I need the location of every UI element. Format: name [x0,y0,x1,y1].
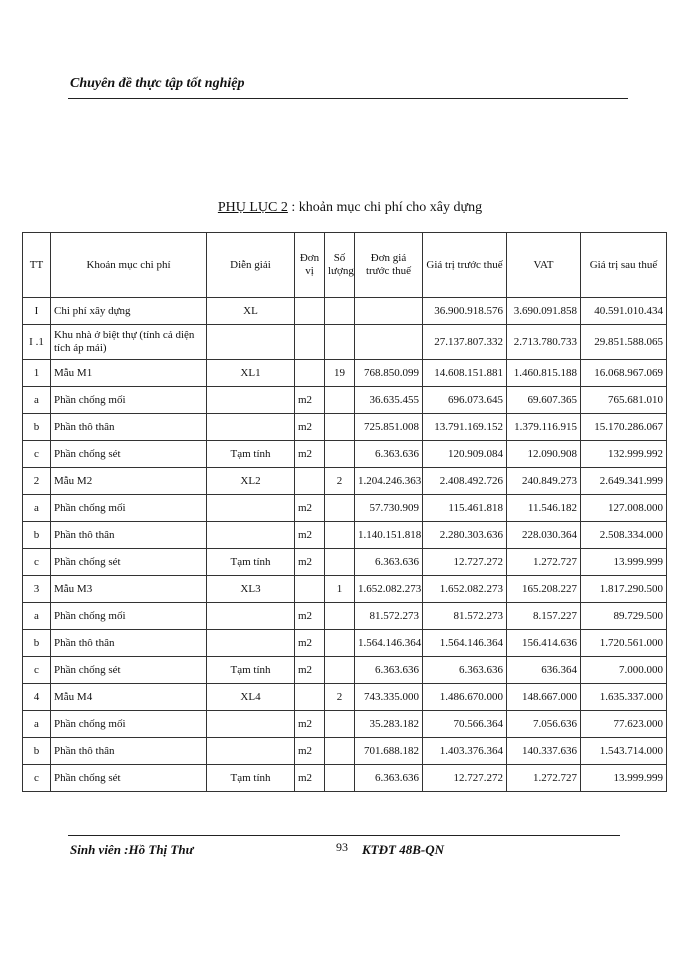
footer-class-code: KTĐT 48B-QN [362,842,444,857]
column-header: TT [23,233,51,298]
vat-cell: 148.667.000 [507,684,581,711]
vat-cell: 12.090.908 [507,441,581,468]
after-tax-value-cell: 29.851.588.065 [581,325,667,360]
unit-cell [295,325,325,360]
table-row [23,387,667,414]
table-row [23,325,667,360]
row-number-cell: c [23,441,51,468]
pre-tax-value-cell: 1.564.146.364 [423,630,507,657]
row-number-cell: 1 [23,360,51,387]
after-tax-value-cell: 765.681.010 [581,387,667,414]
column-header: Giá trị trước thuế [423,233,507,298]
table-row [23,765,667,792]
cost-item-cell: Chi phí xây dựng [51,298,207,325]
vat-cell: 1.460.815.188 [507,360,581,387]
cost-item-cell: Phần chống sét [51,441,207,468]
table-row [23,576,667,603]
after-tax-value-cell: 2.649.341.999 [581,468,667,495]
pre-tax-value-cell: 12.727.272 [423,765,507,792]
quantity-cell [325,738,355,765]
after-tax-value-cell: 16.068.967.069 [581,360,667,387]
unit-price-cell: 36.635.455 [355,387,423,414]
footer-divider [68,835,620,836]
vat-cell: 140.337.636 [507,738,581,765]
unit-cell: m2 [295,441,325,468]
column-header: VAT [507,233,581,298]
cost-item-cell: Phần chống mối [51,495,207,522]
quantity-cell: 19 [325,360,355,387]
unit-price-cell: 725.851.008 [355,414,423,441]
after-tax-value-cell: 1.720.561.000 [581,630,667,657]
after-tax-value-cell: 15.170.286.067 [581,414,667,441]
quantity-cell: 2 [325,468,355,495]
table-row [23,684,667,711]
vat-cell: 1.272.727 [507,765,581,792]
cost-item-cell: Phần chống mối [51,387,207,414]
cost-item-cell: Phần chống sét [51,765,207,792]
description-cell: Tạm tính [207,657,295,684]
cost-item-cell: Phần thô thân [51,630,207,657]
vat-cell: 1.379.116.915 [507,414,581,441]
unit-cell [295,360,325,387]
table-row [23,657,667,684]
column-header: Đơn vị [295,233,325,298]
cost-item-cell: Khu nhà ở biệt thự (tính cả diện tích áp mái) [51,325,207,360]
pre-tax-value-cell: 120.909.084 [423,441,507,468]
table-row [23,441,667,468]
description-cell [207,325,295,360]
quantity-cell [325,441,355,468]
cost-table [22,232,667,792]
unit-cell: m2 [295,495,325,522]
description-cell [207,630,295,657]
quantity-cell [325,414,355,441]
quantity-cell [325,387,355,414]
vat-cell: 2.713.780.733 [507,325,581,360]
unit-cell: m2 [295,414,325,441]
unit-price-cell: 743.335.000 [355,684,423,711]
unit-price-cell: 6.363.636 [355,657,423,684]
description-cell: XL1 [207,360,295,387]
vat-cell: 228.030.364 [507,522,581,549]
row-number-cell: c [23,549,51,576]
pre-tax-value-cell: 696.073.645 [423,387,507,414]
description-cell [207,495,295,522]
vat-cell: 69.607.365 [507,387,581,414]
quantity-cell: 1 [325,576,355,603]
unit-price-cell: 1.140.151.818 [355,522,423,549]
column-header: Đơn giá trước thuế [355,233,423,298]
description-cell: Tạm tính [207,765,295,792]
description-cell [207,711,295,738]
unit-price-cell: 6.363.636 [355,549,423,576]
vat-cell: 8.157.227 [507,603,581,630]
column-header: Giá trị sau thuế [581,233,667,298]
after-tax-value-cell: 132.999.992 [581,441,667,468]
vat-cell: 11.546.182 [507,495,581,522]
pre-tax-value-cell: 2.280.303.636 [423,522,507,549]
unit-price-cell [355,298,423,325]
row-number-cell: b [23,630,51,657]
after-tax-value-cell: 1.635.337.000 [581,684,667,711]
table-row [23,603,667,630]
quantity-cell [325,711,355,738]
column-header: Số lượng [325,233,355,298]
unit-cell [295,468,325,495]
unit-cell: m2 [295,387,325,414]
page-number: 93 [336,840,348,854]
row-number-cell: a [23,603,51,630]
quantity-cell: 2 [325,684,355,711]
unit-price-cell: 6.363.636 [355,765,423,792]
vat-cell: 156.414.636 [507,630,581,657]
unit-cell: m2 [295,522,325,549]
cost-item-cell: Phần chống mối [51,603,207,630]
column-header: Diễn giải [207,233,295,298]
table-row [23,360,667,387]
unit-cell: m2 [295,765,325,792]
table-row [23,298,667,325]
description-cell [207,522,295,549]
table-row [23,522,667,549]
pre-tax-value-cell: 2.408.492.726 [423,468,507,495]
unit-cell: m2 [295,657,325,684]
pre-tax-value-cell: 115.461.818 [423,495,507,522]
quantity-cell [325,325,355,360]
row-number-cell: 3 [23,576,51,603]
vat-cell: 1.272.727 [507,549,581,576]
row-number-cell: I .1 [23,325,51,360]
unit-cell [295,298,325,325]
row-number-cell: a [23,711,51,738]
pre-tax-value-cell: 70.566.364 [423,711,507,738]
unit-price-cell: 57.730.909 [355,495,423,522]
table-title [0,200,700,216]
table-row [23,711,667,738]
after-tax-value-cell: 77.623.000 [581,711,667,738]
pre-tax-value-cell: 81.572.273 [423,603,507,630]
cost-item-cell: Mẫu M4 [51,684,207,711]
row-number-cell: b [23,522,51,549]
table-row [23,468,667,495]
description-cell: XL [207,298,295,325]
unit-price-cell: 701.688.182 [355,738,423,765]
quantity-cell [325,765,355,792]
description-cell [207,414,295,441]
vat-cell: 240.849.273 [507,468,581,495]
cost-item-cell: Mẫu M1 [51,360,207,387]
quantity-cell [325,298,355,325]
table-row [23,549,667,576]
vat-cell: 3.690.091.858 [507,298,581,325]
cost-item-cell: Phần thô thân [51,522,207,549]
appendix-label: PHỤ LỤC 2 [217,200,288,215]
unit-price-cell: 1.564.146.364 [355,630,423,657]
unit-price-cell: 1.652.082.273 [355,576,423,603]
row-number-cell: b [23,738,51,765]
unit-cell [295,684,325,711]
quantity-cell [325,603,355,630]
description-cell: XL4 [207,684,295,711]
unit-price-cell: 35.283.182 [355,711,423,738]
after-tax-value-cell: 40.591.010.434 [581,298,667,325]
description-cell: XL2 [207,468,295,495]
description-cell [207,387,295,414]
row-number-cell: b [23,414,51,441]
description-cell: XL3 [207,576,295,603]
quantity-cell [325,630,355,657]
row-number-cell: c [23,765,51,792]
vat-cell: 7.056.636 [507,711,581,738]
unit-price-cell: 768.850.099 [355,360,423,387]
table-row [23,630,667,657]
unit-price-cell [355,325,423,360]
row-number-cell: a [23,495,51,522]
cost-item-cell: Phần thô thân [51,414,207,441]
unit-price-cell: 1.204.246.363 [355,468,423,495]
unit-cell: m2 [295,738,325,765]
quantity-cell [325,549,355,576]
vat-cell: 165.208.227 [507,576,581,603]
unit-price-cell: 6.363.636 [355,441,423,468]
pre-tax-value-cell: 6.363.636 [423,657,507,684]
after-tax-value-cell: 127.008.000 [581,495,667,522]
unit-cell [295,576,325,603]
description-cell [207,738,295,765]
unit-cell: m2 [295,630,325,657]
description-cell [207,603,295,630]
after-tax-value-cell: 13.999.999 [581,765,667,792]
unit-cell: m2 [295,711,325,738]
appendix-caption: : khoản mục chi phí cho xây dựng [291,200,483,215]
pre-tax-value-cell: 1.403.376.364 [423,738,507,765]
unit-cell: m2 [295,603,325,630]
unit-price-cell: 81.572.273 [355,603,423,630]
after-tax-value-cell: 2.508.334.000 [581,522,667,549]
row-number-cell: 4 [23,684,51,711]
row-number-cell: a [23,387,51,414]
table-body [23,298,667,792]
cost-item-cell: Phần thô thân [51,738,207,765]
quantity-cell [325,522,355,549]
document-header-title: Chuyên đề thực tập tốt nghiệp [70,76,245,91]
table-row [23,495,667,522]
pre-tax-value-cell: 1.486.670.000 [423,684,507,711]
after-tax-value-cell: 1.543.714.000 [581,738,667,765]
after-tax-value-cell: 1.817.290.500 [581,576,667,603]
table-header-row [23,233,667,298]
table-row [23,414,667,441]
cost-item-cell: Phần chống sét [51,549,207,576]
cost-item-cell: Mẫu M2 [51,468,207,495]
row-number-cell: I [23,298,51,325]
pre-tax-value-cell: 13.791.169.152 [423,414,507,441]
pre-tax-value-cell: 1.652.082.273 [423,576,507,603]
quantity-cell [325,495,355,522]
header-divider [68,98,628,99]
description-cell: Tạm tính [207,549,295,576]
row-number-cell: c [23,657,51,684]
cost-item-cell: Phần chống sét [51,657,207,684]
quantity-cell [325,657,355,684]
pre-tax-value-cell: 27.137.807.332 [423,325,507,360]
after-tax-value-cell: 13.999.999 [581,549,667,576]
table-row [23,738,667,765]
after-tax-value-cell: 7.000.000 [581,657,667,684]
cost-item-cell: Phần chống mối [51,711,207,738]
row-number-cell: 2 [23,468,51,495]
pre-tax-value-cell: 12.727.272 [423,549,507,576]
after-tax-value-cell: 89.729.500 [581,603,667,630]
description-cell: Tạm tính [207,441,295,468]
pre-tax-value-cell: 14.608.151.881 [423,360,507,387]
vat-cell: 636.364 [507,657,581,684]
column-header: Khoản mục chi phí [51,233,207,298]
cost-item-cell: Mẫu M3 [51,576,207,603]
unit-cell: m2 [295,549,325,576]
footer-student-name: Sinh viên :Hồ Thị Thư [70,842,194,857]
pre-tax-value-cell: 36.900.918.576 [423,298,507,325]
